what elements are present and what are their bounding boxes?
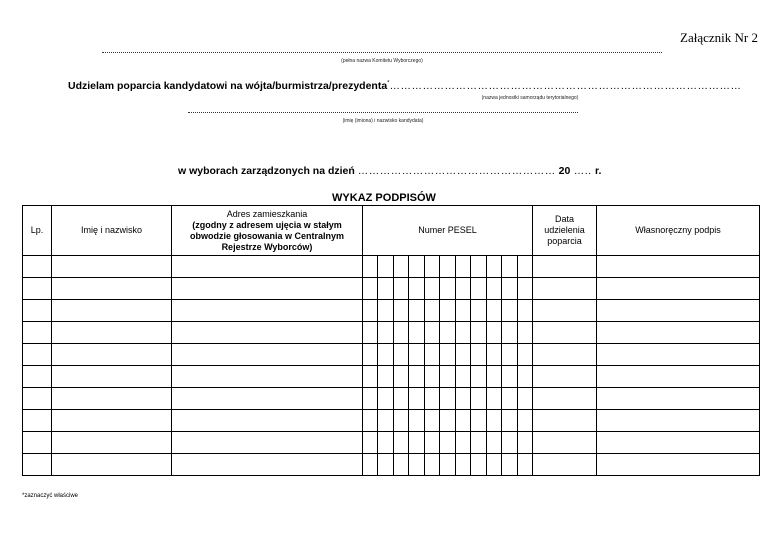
pesel-digit-box[interactable] <box>456 366 471 387</box>
name-cell[interactable] <box>52 278 172 300</box>
signature-cell[interactable] <box>597 300 760 322</box>
pesel-digit-box[interactable] <box>502 344 517 365</box>
pesel-digit-box[interactable] <box>456 256 471 277</box>
header-signature: Własnoręczny podpis <box>597 206 760 256</box>
pesel-digit-box[interactable] <box>518 278 532 299</box>
table-header-row <box>23 206 760 256</box>
pesel-digit-box[interactable] <box>394 322 409 343</box>
pesel-digit-box[interactable] <box>425 410 440 431</box>
date-cell[interactable] <box>533 300 597 322</box>
pesel-digit-box[interactable] <box>502 410 517 431</box>
pesel-digit-box[interactable] <box>440 454 455 475</box>
table-row <box>23 432 760 454</box>
lp-cell[interactable] <box>23 344 52 366</box>
pesel-digit-box[interactable] <box>363 300 378 321</box>
header-lp: Lp. <box>23 206 52 256</box>
pesel-cell[interactable] <box>363 432 533 454</box>
government-unit-caption: (nazwa jednostki samorządu terytorialnego) <box>481 95 579 101</box>
annex-label: Załącznik Nr 2 <box>680 30 758 45</box>
committee-name-line <box>102 52 662 53</box>
pesel-digit-box[interactable] <box>487 278 502 299</box>
signature-cell[interactable] <box>597 432 760 454</box>
list-title: WYKAZ PODPISÓW <box>332 192 436 204</box>
pesel-digit-box[interactable] <box>409 344 424 365</box>
pesel-digit-boxes <box>363 278 532 299</box>
name-cell[interactable] <box>52 322 172 344</box>
pesel-digit-box[interactable] <box>394 454 409 475</box>
pesel-digit-box[interactable] <box>425 300 440 321</box>
pesel-digit-box[interactable] <box>363 322 378 343</box>
committee-caption: (pełna nazwa Komitetu Wyborczego) <box>341 58 423 64</box>
pesel-digit-box[interactable] <box>409 432 424 453</box>
pesel-digit-box[interactable] <box>378 344 393 365</box>
pesel-digit-box[interactable] <box>425 322 440 343</box>
pesel-digit-box[interactable] <box>378 454 393 475</box>
pesel-digit-box[interactable] <box>471 410 486 431</box>
pesel-digit-boxes <box>363 322 532 343</box>
pesel-digit-box[interactable] <box>409 300 424 321</box>
date-cell[interactable] <box>533 322 597 344</box>
name-cell[interactable] <box>52 344 172 366</box>
table-row <box>23 454 760 476</box>
pesel-digit-box[interactable] <box>487 454 502 475</box>
pesel-digit-box[interactable] <box>471 278 486 299</box>
table-row <box>23 256 760 278</box>
pesel-digit-box[interactable] <box>502 300 517 321</box>
support-statement-row <box>68 80 742 92</box>
header-address-note: (zgodny z adresem ujęcia w stałym obwodzie głosowania w Centralnym Rejestrze Wyborców) <box>189 219 345 252</box>
name-cell[interactable] <box>52 366 172 388</box>
table-row <box>23 322 760 344</box>
pesel-digit-box[interactable] <box>502 278 517 299</box>
name-cell[interactable] <box>52 432 172 454</box>
address-cell[interactable] <box>172 322 363 344</box>
signature-cell[interactable] <box>597 278 760 300</box>
pesel-digit-box[interactable] <box>471 344 486 365</box>
lp-cell[interactable] <box>23 278 52 300</box>
pesel-digit-box[interactable] <box>487 388 502 409</box>
candidate-caption: (imię (imiona) i nazwisko kandydata) <box>342 118 424 124</box>
table-row <box>23 300 760 322</box>
table-row <box>23 278 760 300</box>
pesel-digit-box[interactable] <box>409 278 424 299</box>
pesel-digit-box[interactable] <box>440 278 455 299</box>
pesel-digit-box[interactable] <box>518 344 532 365</box>
pesel-digit-box[interactable] <box>456 322 471 343</box>
pesel-digit-boxes <box>363 432 532 453</box>
header-date: Data udzielenia poparcia <box>533 206 597 256</box>
pesel-digit-box[interactable] <box>440 432 455 453</box>
header-pesel: Numer PESEL <box>363 206 533 256</box>
header-name: Imię i nazwisko <box>52 206 172 256</box>
pesel-digit-box[interactable] <box>518 256 532 277</box>
pesel-cell[interactable] <box>363 410 533 432</box>
pesel-digit-box[interactable] <box>409 454 424 475</box>
elections-date-dots: ……………………………………………… <box>357 165 556 177</box>
pesel-digit-box[interactable] <box>471 388 486 409</box>
pesel-cell[interactable] <box>363 366 533 388</box>
table-row <box>23 366 760 388</box>
address-cell[interactable] <box>172 388 363 410</box>
signature-cell[interactable] <box>597 256 760 278</box>
pesel-digit-box[interactable] <box>518 300 532 321</box>
name-cell[interactable] <box>52 300 172 322</box>
lp-cell[interactable] <box>23 300 52 322</box>
pesel-digit-box[interactable] <box>456 432 471 453</box>
lp-cell[interactable] <box>23 322 52 344</box>
date-cell[interactable] <box>533 454 597 476</box>
pesel-digit-box[interactable] <box>378 388 393 409</box>
address-cell[interactable] <box>172 300 363 322</box>
pesel-digit-box[interactable] <box>394 388 409 409</box>
pesel-digit-box[interactable] <box>425 366 440 387</box>
pesel-digit-box[interactable] <box>518 388 532 409</box>
signature-cell[interactable] <box>597 366 760 388</box>
pesel-digit-box[interactable] <box>378 410 393 431</box>
pesel-digit-box[interactable] <box>363 256 378 277</box>
pesel-digit-box[interactable] <box>456 278 471 299</box>
pesel-digit-box[interactable] <box>502 366 517 387</box>
pesel-digit-box[interactable] <box>487 322 502 343</box>
pesel-digit-box[interactable] <box>518 454 532 475</box>
government-unit-dots: …………………………………………………………………………………… <box>389 80 742 92</box>
pesel-digit-box[interactable] <box>394 410 409 431</box>
pesel-digit-box[interactable] <box>487 366 502 387</box>
name-cell[interactable] <box>52 388 172 410</box>
signature-table-body <box>23 256 760 476</box>
pesel-digit-box[interactable] <box>518 410 532 431</box>
pesel-digit-box[interactable] <box>502 256 517 277</box>
elections-text: w wyborach zarządzonych na dzień <box>178 165 355 177</box>
address-cell[interactable] <box>172 344 363 366</box>
pesel-digit-boxes <box>363 410 532 431</box>
pesel-digit-box[interactable] <box>363 278 378 299</box>
pesel-digit-boxes <box>363 300 532 321</box>
pesel-digit-box[interactable] <box>471 366 486 387</box>
elections-date-row <box>178 165 601 177</box>
pesel-digit-box[interactable] <box>394 366 409 387</box>
pesel-cell[interactable] <box>363 388 533 410</box>
pesel-digit-box[interactable] <box>440 410 455 431</box>
pesel-digit-boxes <box>363 256 532 277</box>
pesel-digit-box[interactable] <box>502 432 517 453</box>
date-cell[interactable] <box>533 366 597 388</box>
signature-cell[interactable] <box>597 322 760 344</box>
pesel-digit-box[interactable] <box>456 454 471 475</box>
date-cell[interactable] <box>533 344 597 366</box>
name-cell[interactable] <box>52 410 172 432</box>
date-cell[interactable] <box>533 388 597 410</box>
pesel-digit-box[interactable] <box>471 300 486 321</box>
pesel-digit-box[interactable] <box>363 366 378 387</box>
pesel-digit-box[interactable] <box>363 344 378 365</box>
pesel-digit-box[interactable] <box>363 410 378 431</box>
pesel-digit-box[interactable] <box>502 388 517 409</box>
pesel-digit-boxes <box>363 344 532 365</box>
pesel-cell[interactable] <box>363 278 533 300</box>
pesel-digit-box[interactable] <box>409 256 424 277</box>
pesel-digit-box[interactable] <box>440 300 455 321</box>
signature-cell[interactable] <box>597 344 760 366</box>
pesel-digit-box[interactable] <box>363 454 378 475</box>
date-cell[interactable] <box>533 256 597 278</box>
pesel-digit-box[interactable] <box>471 322 486 343</box>
candidate-name-line <box>188 112 578 113</box>
pesel-digit-box[interactable] <box>487 300 502 321</box>
pesel-digit-boxes <box>363 388 532 409</box>
signature-table <box>22 205 760 476</box>
pesel-digit-box[interactable] <box>378 322 393 343</box>
signature-cell[interactable] <box>597 388 760 410</box>
pesel-digit-box[interactable] <box>471 454 486 475</box>
signature-cell[interactable] <box>597 410 760 432</box>
pesel-digit-box[interactable] <box>518 432 532 453</box>
pesel-digit-box[interactable] <box>409 410 424 431</box>
table-row <box>23 388 760 410</box>
pesel-digit-box[interactable] <box>425 344 440 365</box>
pesel-digit-box[interactable] <box>440 366 455 387</box>
pesel-cell[interactable] <box>363 322 533 344</box>
address-cell[interactable] <box>172 278 363 300</box>
pesel-digit-box[interactable] <box>425 278 440 299</box>
pesel-digit-box[interactable] <box>378 300 393 321</box>
elections-year-dots: ….. <box>570 165 595 177</box>
address-cell[interactable] <box>172 454 363 476</box>
table-row <box>23 344 760 366</box>
pesel-digit-box[interactable] <box>487 256 502 277</box>
pesel-digit-box[interactable] <box>502 322 517 343</box>
pesel-digit-box[interactable] <box>487 432 502 453</box>
pesel-digit-box[interactable] <box>378 432 393 453</box>
pesel-digit-box[interactable] <box>456 300 471 321</box>
pesel-cell[interactable] <box>363 344 533 366</box>
pesel-digit-box[interactable] <box>518 322 532 343</box>
pesel-digit-box[interactable] <box>440 256 455 277</box>
footnote-marker: * <box>387 80 390 87</box>
pesel-digit-box[interactable] <box>440 388 455 409</box>
pesel-digit-box[interactable] <box>363 432 378 453</box>
pesel-digit-boxes <box>363 454 532 475</box>
pesel-digit-box[interactable] <box>487 410 502 431</box>
elections-year-prefix: 20 <box>558 165 571 177</box>
pesel-digit-boxes <box>363 366 532 387</box>
pesel-digit-box[interactable] <box>502 454 517 475</box>
pesel-digit-box[interactable] <box>378 278 393 299</box>
pesel-digit-box[interactable] <box>471 256 486 277</box>
lp-cell[interactable] <box>23 410 52 432</box>
address-cell[interactable] <box>172 256 363 278</box>
pesel-digit-box[interactable] <box>378 366 393 387</box>
pesel-digit-box[interactable] <box>456 344 471 365</box>
pesel-digit-box[interactable] <box>394 432 409 453</box>
table-row <box>23 410 760 432</box>
pesel-digit-box[interactable] <box>409 366 424 387</box>
pesel-digit-box[interactable] <box>425 454 440 475</box>
pesel-digit-box[interactable] <box>518 366 532 387</box>
name-cell[interactable] <box>52 454 172 476</box>
pesel-digit-box[interactable] <box>394 278 409 299</box>
pesel-digit-box[interactable] <box>471 432 486 453</box>
pesel-digit-box[interactable] <box>425 388 440 409</box>
lp-cell[interactable] <box>23 432 52 454</box>
address-cell[interactable] <box>172 432 363 454</box>
pesel-digit-box[interactable] <box>456 410 471 431</box>
pesel-digit-box[interactable] <box>487 344 502 365</box>
pesel-digit-box[interactable] <box>440 322 455 343</box>
header-address-title: Adres zamieszkania <box>226 208 308 219</box>
pesel-digit-box[interactable] <box>425 432 440 453</box>
name-cell[interactable] <box>52 256 172 278</box>
pesel-cell[interactable] <box>363 300 533 322</box>
pesel-cell[interactable] <box>363 454 533 476</box>
pesel-digit-box[interactable] <box>409 388 424 409</box>
support-statement: Udzielam poparcia kandydatowi na wójta/burmistrza/prezydenta <box>68 80 388 92</box>
footnote: *zaznaczyć właściwe <box>22 493 79 499</box>
lp-cell[interactable] <box>23 454 52 476</box>
pesel-digit-box[interactable] <box>378 256 393 277</box>
address-cell[interactable] <box>172 366 363 388</box>
pesel-digit-box[interactable] <box>425 256 440 277</box>
pesel-digit-box[interactable] <box>409 322 424 343</box>
pesel-cell[interactable] <box>363 256 533 278</box>
header-address <box>172 206 363 256</box>
pesel-digit-box[interactable] <box>440 344 455 365</box>
lp-cell[interactable] <box>23 388 52 410</box>
date-cell[interactable] <box>533 410 597 432</box>
lp-cell[interactable] <box>23 256 52 278</box>
lp-cell[interactable] <box>23 366 52 388</box>
date-cell[interactable] <box>533 278 597 300</box>
signature-cell[interactable] <box>597 454 760 476</box>
pesel-digit-box[interactable] <box>456 388 471 409</box>
date-cell[interactable] <box>533 432 597 454</box>
pesel-digit-box[interactable] <box>394 300 409 321</box>
address-cell[interactable] <box>172 410 363 432</box>
pesel-digit-box[interactable] <box>394 344 409 365</box>
pesel-digit-box[interactable] <box>363 388 378 409</box>
pesel-digit-box[interactable] <box>394 256 409 277</box>
elections-year-suffix: r. <box>595 165 602 177</box>
